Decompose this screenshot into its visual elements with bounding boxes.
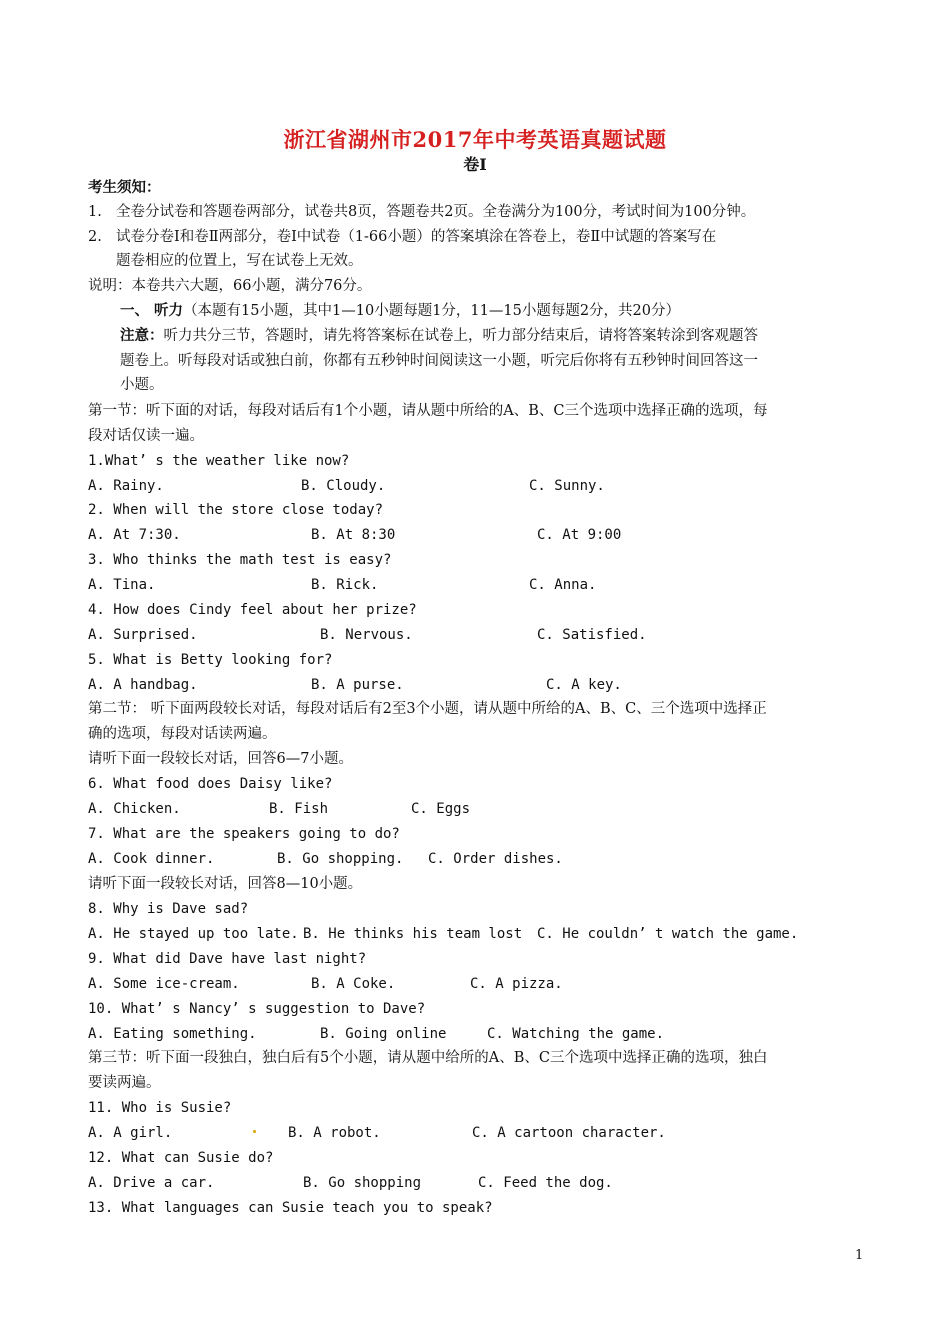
option-c: C. At 9:00 [537, 527, 622, 543]
paper-subtitle: 卷Ⅰ [463, 155, 487, 174]
notice-item1-number: 1. [88, 204, 102, 220]
part1-note-line2: 题卷上。听每段对话或独白前，你都有五秒钟时间阅读这一小题，听完后你将有五秒钟时间回答这一 [120, 353, 758, 369]
section1-instructions-line1: 第一节：听下面的对话，每段对话后有1个小题，请从题中所给的A、B、C三个选项中选择正确的选项，每 [88, 403, 768, 419]
option-c: C. Anna. [529, 577, 597, 593]
option-a: A. Surprised. [88, 627, 198, 643]
notice-item1: 全卷分试卷和答题卷两部分，试卷共8页，答题卷共2页。全卷满分为100分，考试时间为100分钟。 [116, 204, 756, 220]
question-5: 5. What is Betty looking for? [88, 652, 333, 668]
notice-heading: 考生须知： [88, 179, 161, 196]
part1-header [120, 301, 680, 321]
option-c: C. Feed the dog. [478, 1175, 613, 1191]
question-2: 2. When will the store close today? [88, 502, 384, 518]
option-b: B. Go shopping. [277, 851, 404, 867]
option-b: B. He thinks his team lost [303, 926, 523, 942]
option-b: B. Going online [320, 1026, 447, 1042]
option-b: B. Rick. [311, 577, 379, 593]
option-c: C. He couldn’ t watch the game. [537, 926, 799, 942]
option-a: A. At 7:30. [88, 527, 181, 543]
note-text-1: 听力共分三节，答题时，请先将答案标在试卷上，听力部分结束后，请将答案转涂到客观题答 [163, 328, 758, 344]
stray-mark [253, 1130, 256, 1133]
page-number: 1 [855, 1248, 864, 1263]
section1-instructions-line2: 段对话仅读一遍。 [88, 428, 204, 444]
option-a: A. Drive a car. [88, 1175, 215, 1191]
section2-instructions-line2: 确的选项，每段对话读两遍。 [88, 726, 277, 742]
section3-instructions-line1: 第三节：听下面一段独白，独白后有5个小题，请从题中给所的A、B、C三个选项中选择正确的选项，独白 [88, 1050, 768, 1066]
question-7: 7. What are the speakers going to do? [88, 826, 400, 842]
question-4: 4. How does Cindy feel about her prize? [88, 602, 417, 618]
question-9: 9. What did Dave have last night? [88, 951, 367, 967]
option-b: B. Go shopping [303, 1175, 422, 1191]
option-c: C. A key. [546, 677, 622, 693]
option-a: A. A handbag. [88, 677, 198, 693]
option-c: C. A pizza. [470, 976, 563, 992]
question-1: 1.What’ s the weather like now? [88, 453, 350, 469]
question-11: 11. Who is Susie? [88, 1100, 232, 1116]
part1-note-line1 [120, 326, 758, 346]
option-a: A. Some ice-cream. [88, 976, 240, 992]
option-a: A. Chicken. [88, 801, 181, 817]
option-a: A. Cook dinner. [88, 851, 215, 867]
option-c: C. Eggs [411, 801, 471, 817]
option-c: C. Sunny. [529, 478, 605, 494]
option-a: A. Tina. [88, 577, 156, 593]
option-a: A. A girl. [88, 1125, 173, 1141]
part1-note-line3: 小题。 [120, 377, 164, 393]
option-c: C. Watching the game. [487, 1026, 665, 1042]
section3-instructions-line2: 要读两遍。 [88, 1075, 161, 1091]
notice-explain: 说明：本卷共六大题，66小题，满分76分。 [88, 278, 372, 294]
option-b: B. Nervous. [320, 627, 413, 643]
section2-intro-1: 请听下面一段较长对话，回答6—7小题。 [88, 751, 353, 767]
option-b: B. At 8:30 [311, 527, 396, 543]
section2-intro-2: 请听下面一段较长对话，回答8—10小题。 [88, 876, 363, 892]
question-13: 13. What languages can Susie teach you to speak? [88, 1200, 493, 1216]
question-8: 8. Why is Dave sad? [88, 901, 249, 917]
option-b: B. A robot. [288, 1125, 381, 1141]
option-b: B. A Coke. [311, 976, 396, 992]
option-a: A. Eating something. [88, 1026, 257, 1042]
option-c: C. Order dishes. [428, 851, 563, 867]
note-label: 注意： [120, 327, 164, 344]
question-6: 6. What food does Daisy like? [88, 776, 333, 792]
option-c: C. A cartoon character. [472, 1125, 666, 1141]
notice-item2-line2: 题卷相应的位置上，写在试卷上无效。 [116, 253, 363, 269]
page-title: 浙江省湖州市2017年中考英语真题试题 [283, 127, 667, 152]
notice-item2-line1: 试卷分卷Ⅰ和卷Ⅱ两部分，卷Ⅰ中试卷（1-66小题）的答案填涂在答卷上，卷Ⅱ中试题的答案写在 [116, 229, 717, 245]
option-a: A. Rainy. [88, 478, 164, 494]
option-c: C. Satisfied. [537, 627, 647, 643]
part1-label: 一、 听力 [120, 302, 184, 319]
question-10: 10. What’ s Nancy’ s suggestion to Dave? [88, 1001, 426, 1017]
option-b: B. Fish [269, 801, 329, 817]
option-a: A. He stayed up too late. [88, 926, 299, 942]
question-12: 12. What can Susie do? [88, 1150, 274, 1166]
option-b: B. Cloudy. [301, 478, 386, 494]
notice-item2-number: 2. [88, 229, 102, 245]
option-b: B. A purse. [311, 677, 404, 693]
part1-desc: （本题有15小题，其中1—10小题每题1分，11—15小题每题2分，共20分） [183, 303, 680, 319]
section2-instructions-line1: 第二节： 听下面两段较长对话，每段对话后有2至3个小题，请从题中所给的A、B、C、三个选项中选择正 [88, 701, 767, 717]
question-3: 3. Who thinks the math test is easy? [88, 552, 392, 568]
